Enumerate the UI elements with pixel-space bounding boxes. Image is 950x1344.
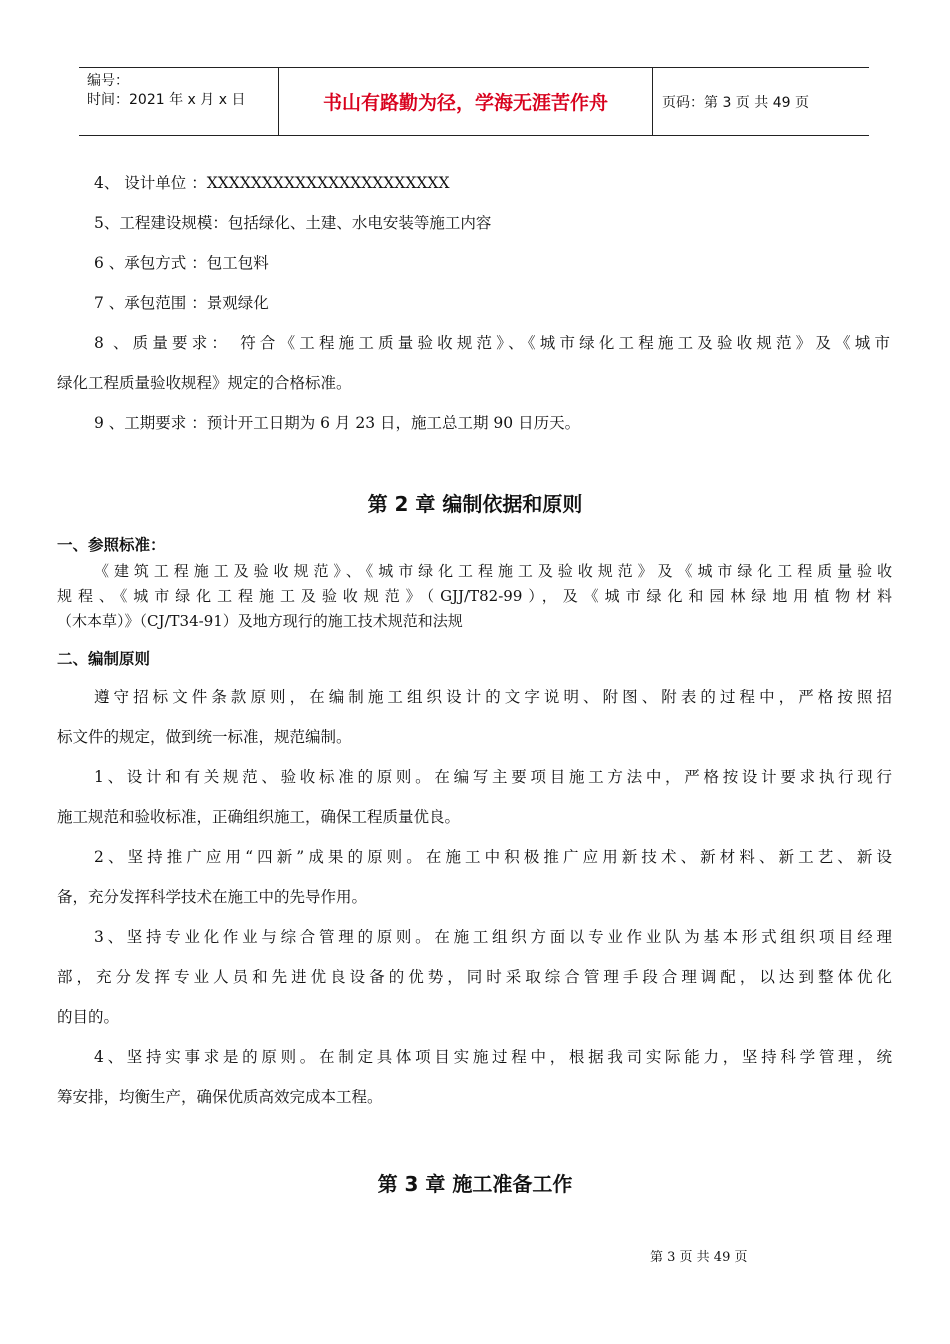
principles-line-8: 部，充分发挥专业人员和先进优良设备的优势，同时采取综合管理手段合理调配，以达到整体优化 [57,968,892,986]
chapter-3-title: 第 3 章 施工准备工作 [377,1172,573,1196]
project-item-contract-scope: 7 、承包范围 ：景观绿化 [94,294,269,312]
project-item-schedule: 9 、工期要求 ：预计开工日期为 6 月 23 日，施工总工期 90 日历天。 [94,414,581,432]
header-page-number: 页码：第 3 页 共 49 页 [662,94,809,111]
page-footer: 第 3 页 共 49 页 [650,1250,748,1265]
section-reference-standards-title: 一、参照标准： [57,536,166,554]
principles-line-1: 遵守招标文件条款原则，在编制施工组织设计的文字说明、附图、附表的过程中，严格按照招 [94,688,892,706]
project-item-design-unit: 4、 设计单位 ：XXXXXXXXXXXXXXXXXXXXXX [94,174,450,192]
principles-line-9: 的目的。 [57,1008,120,1026]
principles-line-10: 4、坚持实事求是的原则。在制定具体项目实施过程中，根据我司实际能力，坚持科学管理，统 [94,1048,892,1066]
section-principles-title: 二、编制原则 [57,650,151,668]
reference-standards-line-2: 规程、《城市绿化工程施工及验收规范》（GJJ/T82-99），及《城市绿化和园林绿地用植物材料 [57,587,892,605]
project-item-quality: 8 、质量要求： 符合《工程施工质量验收规范》、《城市绿化工程施工及验收规范》及《城市 [94,334,890,352]
principles-line-5: 2、坚持推广应用“四新”成果的原则。在施工中积极推广应用新技术、新材料、新工艺、新设 [94,848,892,866]
page-header [79,67,869,136]
project-item-scale: 5、工程建设规模：包括绿化、土建、水电安装等施工内容 [94,214,492,232]
document-date-label: 时间：2021 年 x 月 x 日 [87,92,246,108]
principles-line-11: 筹安排，均衡生产，确保优质高效完成本工程。 [57,1088,383,1106]
principles-line-3: 1、设计和有关规范、验收标准的原则。在编写主要项目施工方法中，严格按设计要求执行现行 [94,768,892,786]
chapter-2-title: 第 2 章 编制依据和原则 [367,492,583,516]
principles-line-4: 施工规范和验收标准，正确组织施工，确保工程质量优良。 [57,808,461,826]
reference-standards-line-3: （木本草）》（CJ/T34-91）及地方现行的施工技术规范和法规 [57,612,463,630]
project-item-contract-mode: 6 、承包方式 ：包工包料 [94,254,269,272]
principles-line-7: 3、坚持专业化作业与综合管理的原则。在施工组织方面以专业作业队为基本形式组织项目经理 [94,928,892,946]
document-number-label: 编号： [87,73,129,89]
principles-line-6: 备，充分发挥科学技术在施工中的先导作用。 [57,888,368,906]
header-motto: 书山有路勤为径，学海无涯苦作舟 [279,68,653,135]
header-meta [79,68,279,135]
project-item-quality-cont: 绿化工程质量验收规程》规定的合格标准。 [57,374,352,392]
principles-line-2: 标文件的规定，做到统一标准，规范编制。 [57,728,352,746]
reference-standards-line-1: 《建筑工程施工及验收规范》、《城市绿化工程施工及验收规范》及《城市绿化工程质量验收 [94,562,892,580]
